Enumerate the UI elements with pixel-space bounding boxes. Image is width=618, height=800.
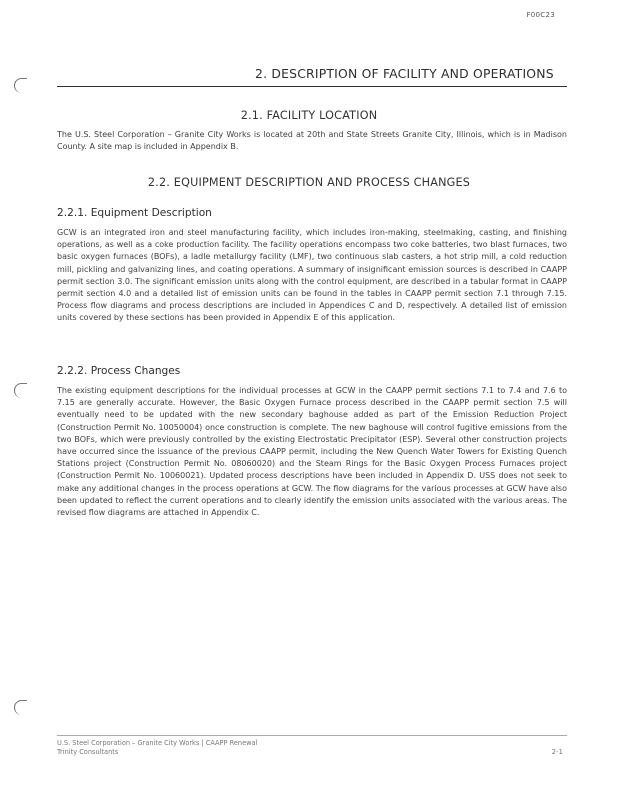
section-title: 2. DESCRIPTION OF FACILITY AND OPERATIONS — [255, 66, 554, 81]
footer-rule — [57, 735, 567, 736]
section-title-rule — [57, 86, 567, 87]
equipment-description-text: GCW is an integrated iron and steel manufacturing facility, which includes iron-making, steelmaking, casting, and finishing operations, as well as a coke production facility. The facility operations encompass two coke batteries, two blast furnaces, two basic oxygen furnaces (BOFs), a ladle metallurgy facility (LMF), two continuous slab casters, a hot strip mill, a cold reduction mill, pickling and galvanizing lines, and coating operations. A summary of insignificant emission sources is described in CAAPP permit section 3.0. The significant emission units along with the control equipment, are described in a tabular format in CAAPP permit section 4.0 and a detailed list of emission units can be found in the tables in CAAPP permit section 7.1 through 7.15. Process flow diagrams and process descriptions are included in Appendices C and D, respectively. A detailed list of emission units covered by these sections has been provided in Appendix E of this application. — [57, 228, 567, 323]
equipment-description-heading: 2.2.1. Equipment Description — [57, 207, 212, 219]
binder-hole-mark-top — [14, 78, 27, 93]
process-changes-text: The existing equipment descriptions for the individual processes at GCW in the CAAPP permit sections 7.1 to 7.4 and 7.6 to 7.15 are generally accurate. However, the Basic Oxygen Furnace process described in the CAAPP permit section 7.5 will eventually need to be updated with the new secondary baghouse added as part of the Emission Reduction Project (Construction Permit No. 10050004) once construction is complete. The new baghouse will control fugitive emissions from the two BOFs, which were previously controlled by the existing Electrostatic Precipitator (ESP). Several other construction projects have occurred since the issuance of the previous CAAPP permit, including the New Quench Water Towers for Existing Quench Stations project (Construction Permit No. 08060020) and the Steam Rings for the Basic Oxygen Process Furnaces project (Construction Permit No. 10060021). Updated process descriptions have been included in Appendix D. USS does not seek to make any additional changes in the process operations at GCW. The flow diagrams for the various processes at GCW have also been updated to reflect the current operations and to clearly identify the emission units associated with the various areas. The revised flow diagrams are attached in Appendix C. — [57, 386, 567, 518]
binder-hole-mark-middle — [14, 383, 27, 398]
footer — [57, 739, 257, 757]
process-changes-heading: 2.2.2. Process Changes — [57, 365, 181, 377]
equipment-heading: 2.2. EQUIPMENT DESCRIPTION AND PROCESS CHANGES — [147, 176, 471, 189]
footer-line-1: U.S. Steel Corporation – Granite City Works | CAAPP Renewal — [57, 739, 258, 747]
binder-hole-mark-bottom — [14, 700, 27, 715]
facility-location-heading: 2.1. FACILITY LOCATION — [240, 109, 378, 122]
page-number: 2-1 — [551, 748, 563, 756]
footer-line-2: Trinity Consultants — [57, 748, 119, 756]
document-id: F00C23 — [526, 11, 555, 19]
facility-location-text: The U.S. Steel Corporation – Granite City Works is located at 20th and State Streets Granite City, Illinois, which is in Madison County. A site map is included in Appendix B. — [57, 130, 567, 152]
